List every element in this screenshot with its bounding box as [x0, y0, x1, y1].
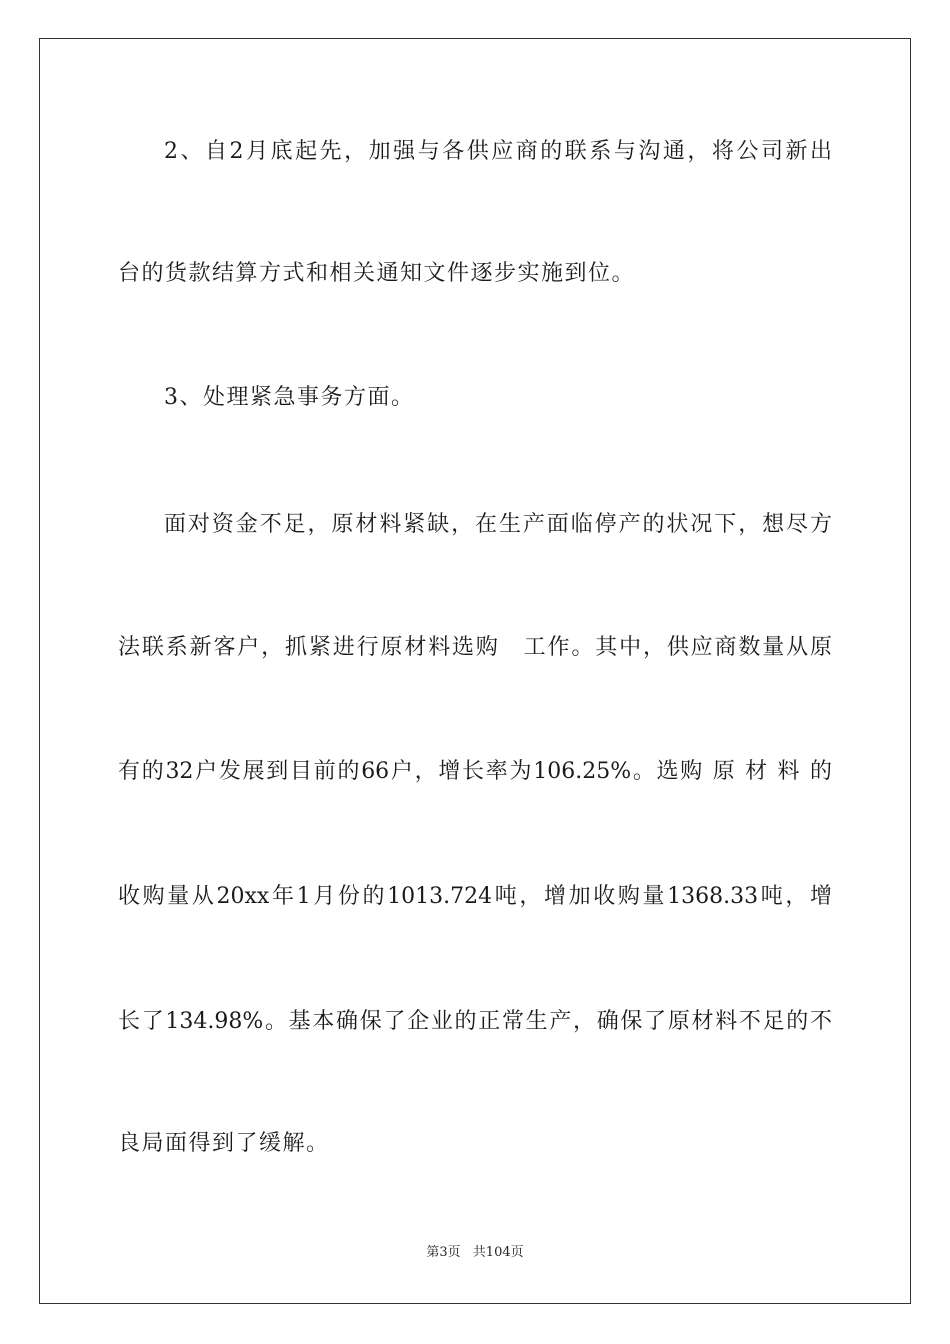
page-number: 第3页: [426, 1245, 461, 1260]
page-frame: [39, 38, 911, 1304]
paragraph-line: 收购量从20xx年1月份的1013.724吨，增加收购量1368.33吨，增: [118, 884, 832, 909]
paragraph-line: 有的32户发展到目前的66户，增长率为106.25%。选购 原 材 料 的: [118, 759, 832, 784]
paragraph-line: 法联系新客户，抓紧进行原材料选购 工作。其中，供应商数量从原: [118, 635, 832, 660]
paragraph-line: 长了134.98%。基本确保了企业的正常生产，确保了原材料不足的不: [118, 1009, 832, 1034]
paragraph-line: 3、处理紧急事务方面。: [164, 385, 415, 410]
paragraph-line: 台的货款结算方式和相关通知文件逐步实施到位。: [118, 261, 636, 286]
paragraph-line: 面对资金不足，原材料紧缺，在生产面临停产的状况下，想尽方: [164, 512, 832, 537]
page-footer: [0, 1244, 950, 1262]
paragraph-line: 2、自2月底起先，加强与各供应商的联系与沟通，将公司新出: [164, 139, 832, 164]
paragraph-line: 良局面得到了缓解。: [118, 1131, 330, 1156]
total-pages: 共104页: [472, 1245, 524, 1260]
